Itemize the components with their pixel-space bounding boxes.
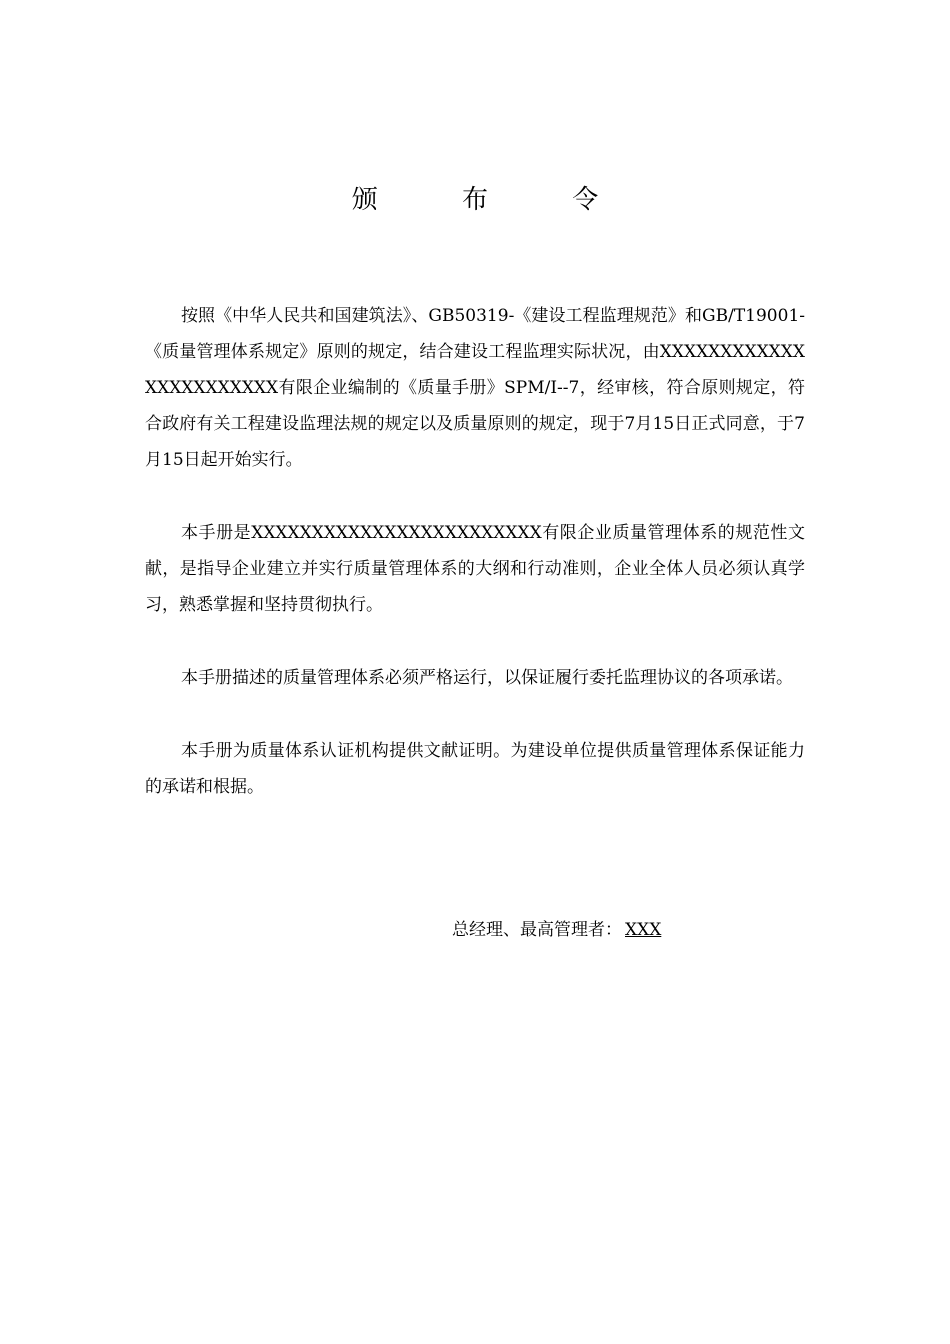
document-title: 颁 布 令 <box>351 185 637 215</box>
document-body <box>145 298 805 842</box>
signature-name: XXX <box>625 920 662 940</box>
paragraph-4: 本手册为质量体系认证机构提供文献证明。为建设单位提供质量管理体系保证能力的承诺和根据。 <box>145 741 805 797</box>
paragraph-1: 按照《中华人民共和国建筑法》、GB50319-《建设工程监理规范》和GB/T19001-《质量管理体系规定》原则的规定，结合建设工程监理实际状况，由XXXXXXXXXXXXXXXXXXXXXXX有限企业编制的《质量手册》SPM/I--7，经审核，符合原则规定，符合政府有关工程建设监理法规的规定以及质量原则的规定，现于7月15日正式同意，于7月15日起开始实行。 <box>145 306 805 470</box>
paragraph-3: 本手册描述的质量管理体系必须严格运行，以保证履行委托监理协议的各项承诺。 <box>181 668 793 688</box>
signature-line <box>452 912 664 948</box>
signature-label: 总经理、最高管理者： <box>452 920 622 940</box>
paragraph-2: 本手册是XXXXXXXXXXXXXXXXXXXXXXXX有限企业质量管理体系的规范性文献，是指导企业建立并实行质量管理体系的大纲和行动准则，企业全体人员必须认真学习，熟悉掌握和坚持贯彻执行。 <box>145 523 805 615</box>
